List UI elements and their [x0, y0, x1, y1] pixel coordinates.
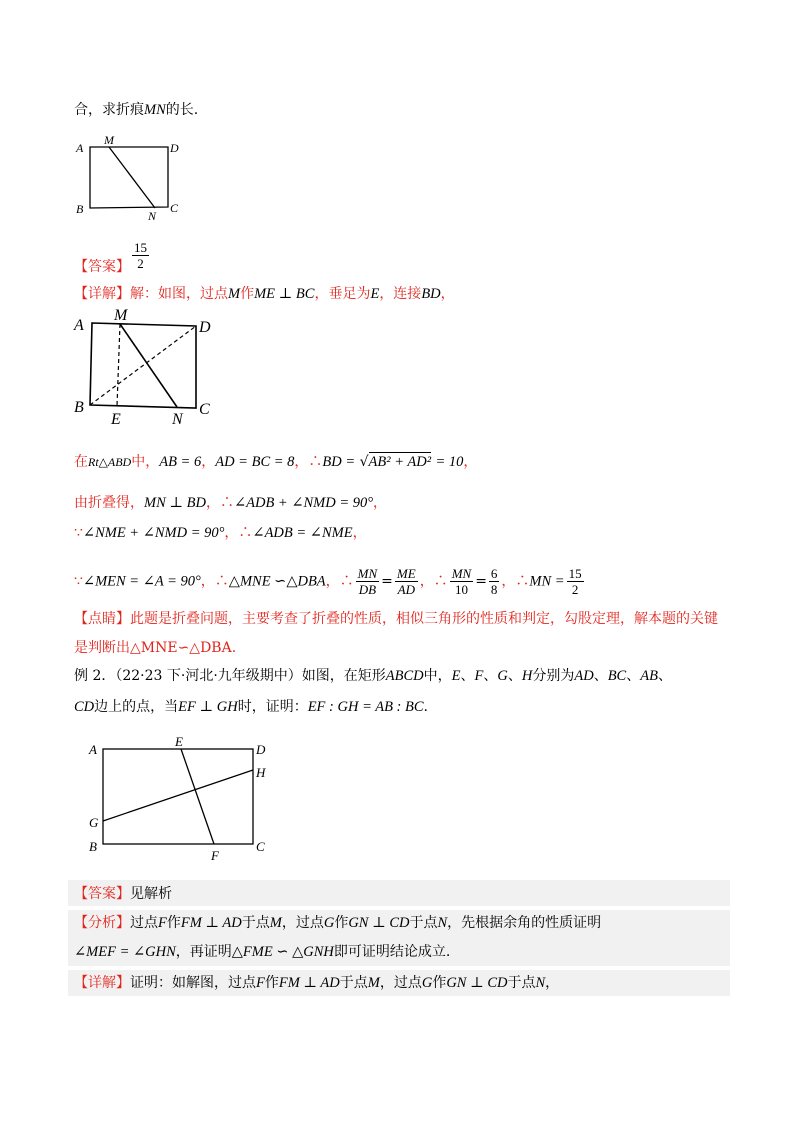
- text: 过点: [130, 915, 158, 931]
- math: FM ⊥ AD: [278, 975, 340, 991]
- text: 分别为: [532, 668, 575, 684]
- math: E: [451, 668, 461, 684]
- fig3-label-H: H: [256, 765, 266, 780]
- math: FM ⊥ AD: [180, 915, 242, 931]
- text: =: [381, 573, 393, 590]
- math: ∠MEF = ∠GHN: [74, 944, 176, 960]
- text: 、: [593, 668, 608, 684]
- fig1-label-B: B: [76, 202, 84, 216]
- math: = 10: [435, 454, 464, 470]
- fraction: [356, 566, 380, 597]
- math: ∠ADB = ∠NME: [252, 525, 353, 541]
- num: MN: [357, 566, 378, 581]
- math: F: [256, 975, 265, 991]
- math: M: [367, 975, 380, 991]
- remark-line-2: [74, 638, 236, 658]
- text: ，: [463, 454, 478, 470]
- answer-1: [74, 239, 151, 277]
- example-2-line-2: [74, 697, 428, 717]
- fig2-label-N: N: [172, 411, 183, 428]
- num: 6: [490, 566, 498, 581]
- fig2-label-C: C: [199, 401, 210, 418]
- fig1-label-D: D: [170, 141, 179, 155]
- intro-text-end: 的长.: [165, 102, 199, 118]
- math: △MNE ∽△DBA: [228, 573, 326, 590]
- fraction: [489, 566, 500, 597]
- intro-text: 合，求折痕: [74, 102, 144, 118]
- text: 在: [74, 454, 88, 470]
- math: ∠ADB + ∠NMD = 90°: [233, 495, 374, 511]
- fig2-label-A: A: [74, 317, 84, 334]
- math: N: [535, 975, 546, 991]
- text: ，∴: [325, 573, 354, 590]
- intro-mn: MN: [144, 102, 166, 118]
- fig3-label-B: B: [89, 839, 97, 854]
- math: AB² + AD²: [368, 454, 432, 470]
- text: ，: [352, 525, 367, 541]
- text: 作: [166, 915, 181, 931]
- figure-3-rectangle: [85, 733, 285, 868]
- math: GN ⊥ CD: [446, 975, 508, 991]
- math: AD: [574, 668, 594, 684]
- text: ，: [440, 286, 455, 302]
- fig2-label-M: M: [114, 307, 128, 324]
- den: 2: [571, 582, 579, 597]
- fraction: [567, 566, 584, 597]
- text: ，连接: [379, 286, 422, 302]
- fig1-label-A: A: [76, 141, 84, 155]
- math: M: [228, 286, 241, 302]
- text: ，: [201, 454, 216, 470]
- text: 中，: [423, 668, 452, 684]
- answer-tag: 【答案】: [74, 259, 130, 275]
- text: 由折叠得，: [74, 495, 144, 511]
- math: △FME ∽ △GNH: [231, 944, 334, 960]
- text: ，∴: [224, 525, 253, 541]
- answer-tag: 【答案】: [74, 886, 130, 902]
- math: MN =: [529, 573, 565, 590]
- text: 于点: [409, 915, 438, 931]
- text: ，再证明: [175, 944, 232, 960]
- text: ∵: [74, 573, 83, 590]
- text: 作: [334, 915, 349, 931]
- sqrt-sign: √: [359, 454, 369, 470]
- den: 10: [454, 582, 468, 597]
- fraction-denominator: 2: [137, 255, 144, 271]
- den: 8: [490, 582, 498, 597]
- math: MN ⊥ BD: [144, 495, 206, 511]
- text: ，: [545, 975, 560, 991]
- fig3-label-F: F: [211, 848, 219, 863]
- math: N: [437, 915, 448, 931]
- math: AB: [640, 668, 658, 684]
- text: ∵: [74, 525, 83, 541]
- text: 于点: [241, 915, 270, 931]
- text: ，: [373, 495, 388, 511]
- math: EF ⊥ GH: [178, 699, 238, 715]
- text: 、: [460, 668, 475, 684]
- math: E: [370, 286, 380, 302]
- fig1-label-N: N: [148, 209, 157, 223]
- math: M: [269, 915, 282, 931]
- text: 即可证明结论成立.: [333, 944, 451, 960]
- text: 见解析: [130, 886, 172, 902]
- text: ，∴: [419, 573, 448, 590]
- intro-line: [74, 100, 198, 120]
- math: BD =: [322, 454, 356, 470]
- text: ，∴: [294, 454, 323, 470]
- fig3-label-E: E: [175, 734, 183, 749]
- text: ，先根据余角的性质证明: [447, 915, 602, 931]
- fraction: [450, 566, 474, 597]
- detail-tag: 【详解】: [74, 975, 130, 991]
- text: 证明：如解图，过点: [130, 975, 256, 991]
- fraction: [395, 566, 418, 597]
- step-2: [74, 493, 387, 513]
- fig1-label-C: C: [170, 201, 179, 215]
- text: =: [475, 573, 487, 590]
- step-1: [74, 452, 477, 472]
- math: H: [521, 668, 533, 684]
- example-2-line-1: [74, 666, 672, 686]
- math: CD: [74, 699, 95, 715]
- text: .: [423, 699, 428, 715]
- text: 、: [626, 668, 641, 684]
- fig2-label-D: D: [199, 319, 211, 336]
- remark-tag: 【点睛】: [74, 611, 130, 627]
- text: 例 2．（22·23 下·河北·九年级期中）如图，在矩形: [74, 668, 386, 684]
- answer-2: [74, 884, 172, 904]
- text: ，过点: [281, 915, 324, 931]
- math: ∠NME + ∠NMD = 90°: [82, 525, 225, 541]
- fig2-label-E: E: [111, 411, 121, 428]
- fig3-label-A: A: [89, 742, 97, 757]
- analysis-tag: 【分析】: [74, 915, 130, 931]
- detail-1-line: [74, 284, 455, 304]
- text: ，∴: [205, 495, 234, 511]
- den: AD: [397, 582, 415, 597]
- text: 作: [240, 286, 255, 302]
- math: BC: [607, 668, 627, 684]
- math: F: [158, 915, 167, 931]
- fig3-label-C: C: [256, 839, 265, 854]
- math: G: [323, 915, 335, 931]
- text: 时，证明：: [237, 699, 308, 715]
- text: 作: [264, 975, 279, 991]
- text: 于点: [339, 975, 368, 991]
- text: 中，: [131, 454, 160, 470]
- text: 此题是折叠问题，主要考查了折叠的性质，相似三角形的性质和判定，勾股定理，解本题的关键: [130, 611, 718, 627]
- math: ME ⊥ BC: [254, 286, 315, 302]
- fig2-label-B: B: [74, 399, 84, 416]
- math: Rt△ABD: [88, 455, 132, 469]
- num: ME: [396, 566, 416, 581]
- text: 是判断出△MNE∽△DBA.: [74, 640, 237, 656]
- math: G: [497, 668, 508, 684]
- text: 、: [483, 668, 498, 684]
- text: 作: [432, 975, 447, 991]
- math: GN ⊥ CD: [348, 915, 410, 931]
- step-3: [74, 523, 367, 543]
- den: DB: [358, 582, 377, 597]
- math: BD: [421, 286, 441, 302]
- text: ，垂足为: [314, 286, 371, 302]
- text: 解：如图，过点: [130, 286, 228, 302]
- math: ∠MEN = ∠A = 90°: [82, 573, 201, 590]
- remark-line-1: [74, 609, 718, 629]
- text: ，∴: [200, 573, 229, 590]
- analysis-line-1: [74, 913, 601, 933]
- fig1-label-M: M: [104, 133, 114, 147]
- math: EF : GH = AB : BC: [307, 699, 424, 715]
- fig3-label-D: D: [256, 742, 266, 757]
- answer-1-fraction: [132, 240, 149, 271]
- fraction-numerator: 15: [134, 239, 147, 255]
- math: AB = 6: [159, 454, 202, 470]
- text: 、: [507, 668, 522, 684]
- num: MN: [451, 566, 472, 581]
- text: ，过点: [379, 975, 422, 991]
- math: F: [474, 668, 484, 684]
- fig3-label-G: G: [89, 815, 99, 830]
- figure-2-rectangle: [70, 306, 220, 426]
- text: 于点: [507, 975, 536, 991]
- analysis-line-2: [74, 942, 450, 962]
- text: 边上的点，当: [94, 699, 179, 715]
- text: ，∴: [501, 573, 530, 590]
- detail-tag: 【详解】: [74, 286, 130, 302]
- step-4: [74, 566, 586, 597]
- num: 15: [568, 566, 582, 581]
- math: AD = BC = 8: [215, 454, 295, 470]
- text: 、: [657, 668, 672, 684]
- math: G: [421, 975, 433, 991]
- figure-1-rectangle: [70, 132, 190, 222]
- detail-2-line: [74, 973, 559, 993]
- math: ABCD: [385, 668, 424, 684]
